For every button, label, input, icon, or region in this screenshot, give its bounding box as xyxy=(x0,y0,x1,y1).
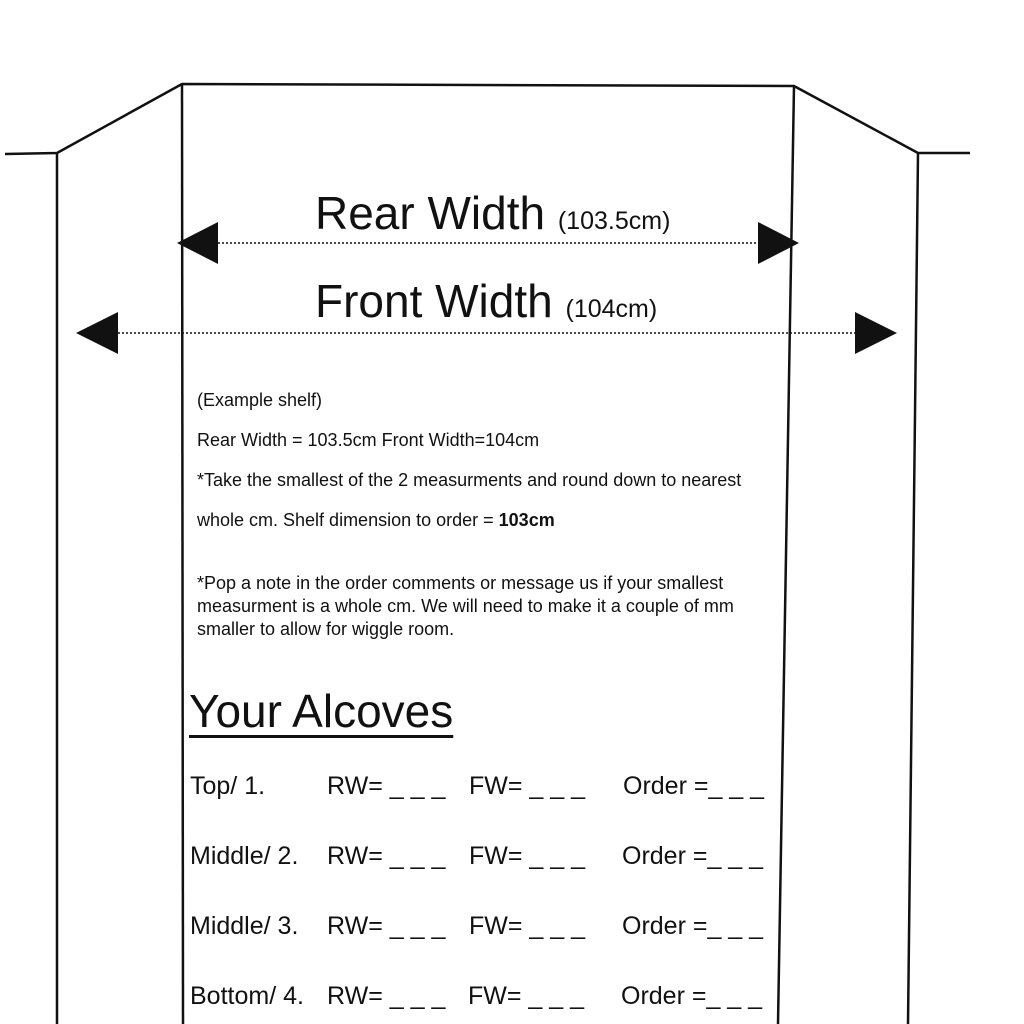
alcove-top-outline xyxy=(5,84,970,154)
right-outer-wall xyxy=(908,153,918,1024)
alcove-row-fw: FW= _ _ _ xyxy=(469,912,586,940)
front-arrow-left-head xyxy=(76,312,118,354)
alcove-row-order: Order =_ _ _ xyxy=(622,912,764,940)
rear-width-value: (103.5cm) xyxy=(557,207,671,235)
alcove-row-order: Order =_ _ _ xyxy=(622,842,764,870)
rear-width-title: Rear Width xyxy=(315,187,546,239)
alcove-row-label: Top/ 1. xyxy=(190,772,266,800)
front-arrow-right-head xyxy=(855,312,897,354)
alcove-row-order: Order =_ _ _ xyxy=(623,772,765,800)
example-instruction-text: whole cm. Shelf dimension to order = xyxy=(197,510,499,530)
alcove-row-label: Bottom/ 4. xyxy=(190,982,304,1010)
alcove-row-rw: RW= _ _ _ xyxy=(327,982,446,1010)
example-order-value: 103cm xyxy=(498,510,555,530)
front-width-value: (104cm) xyxy=(565,295,658,323)
alcove-row-fw: FW= _ _ _ xyxy=(469,772,586,800)
right-rear-edge xyxy=(778,86,794,1024)
example-title: (Example shelf) xyxy=(197,390,323,410)
alcove-row-order: Order =_ _ _ xyxy=(621,982,763,1010)
rear-width-label xyxy=(315,186,670,240)
alcove-row xyxy=(190,842,790,872)
alcove-row xyxy=(190,772,790,802)
example-instruction-line2 xyxy=(197,510,555,531)
front-width-title: Front Width xyxy=(315,275,553,327)
example-note: *Pop a note in the order comments or message us if your smallest measurment is a whole cm. We will need to make it a couple of mm smaller to allow for wiggle room. xyxy=(197,573,734,639)
alcove-row xyxy=(190,912,790,942)
alcoves-heading: Your Alcoves xyxy=(189,685,454,737)
example-measurements: Rear Width = 103.5cm Front Width=104cm xyxy=(197,430,540,450)
alcove-row-rw: RW= _ _ _ xyxy=(327,772,446,800)
alcove-row-rw: RW= _ _ _ xyxy=(327,912,446,940)
alcove-row-label: Middle/ 2. xyxy=(190,842,299,870)
alcove-row-label: Middle/ 3. xyxy=(190,912,299,940)
alcove-row-fw: FW= _ _ _ xyxy=(469,842,586,870)
rear-arrow-right-head xyxy=(758,222,799,264)
front-width-label xyxy=(315,274,657,328)
left-rear-edge xyxy=(182,84,183,1024)
example-instruction-line1: *Take the smallest of the 2 measurments and round down to nearest xyxy=(197,470,742,490)
alcove-row-fw: FW= _ _ _ xyxy=(468,982,585,1010)
alcove-row xyxy=(190,982,790,1012)
alcove-row-rw: RW= _ _ _ xyxy=(327,842,446,870)
